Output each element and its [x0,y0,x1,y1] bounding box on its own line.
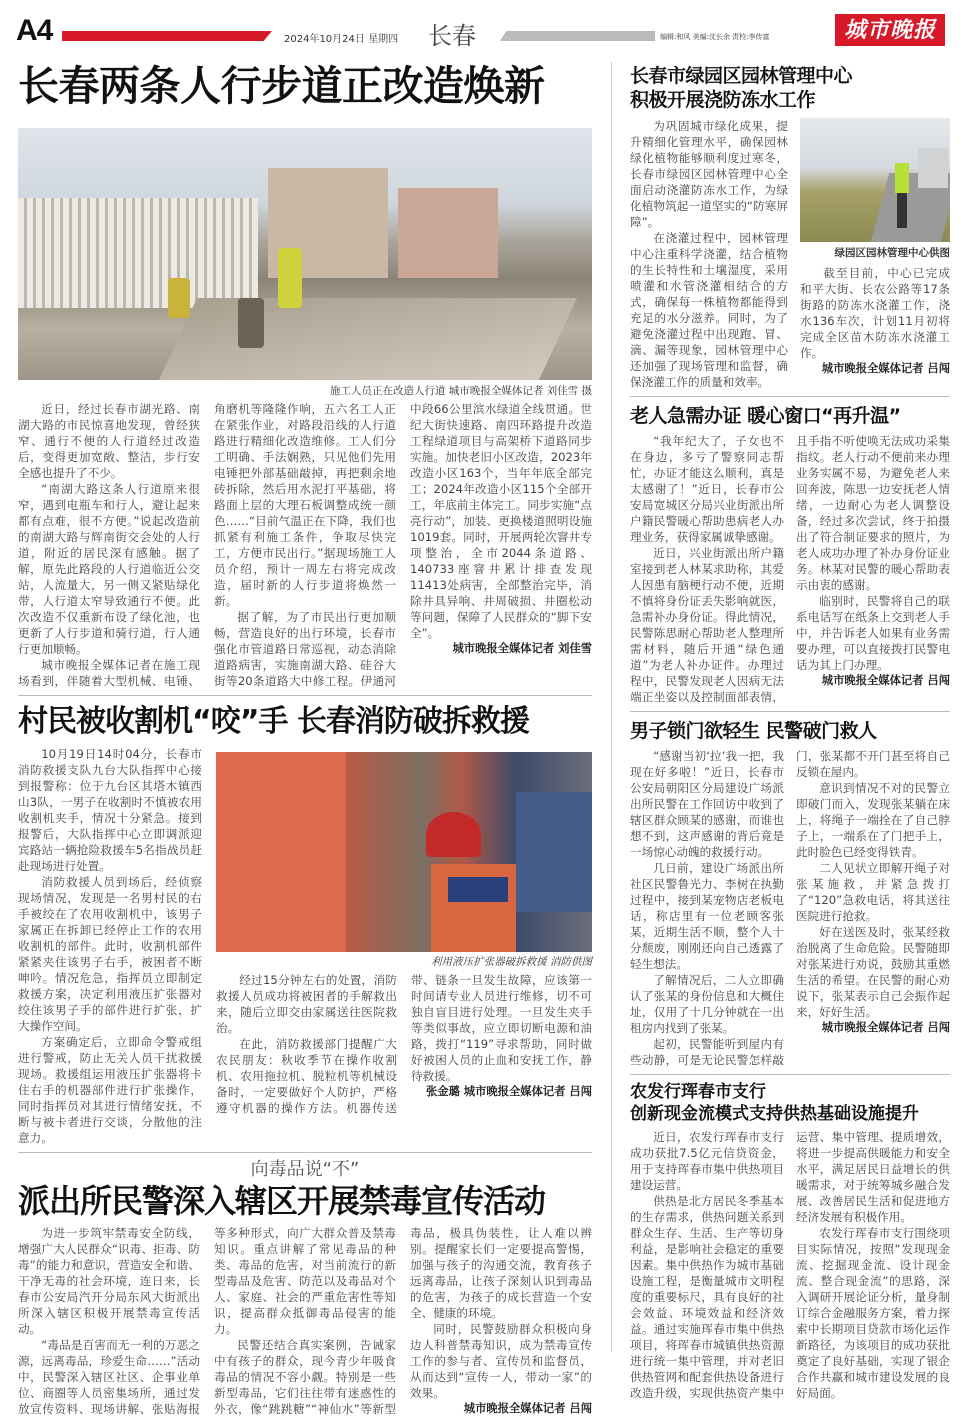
newspaper-logo: 城市晚报 [835,14,945,46]
article6-paragraph: 民警还结合真实案例，告诫家中有孩子的群众，现今青少年吸食毒品的情况不容小觑。特别是一些新型毒品，它们往往带有迷惑性的外衣，像“跳跳糖”“神仙水”等新型毒品，极具伪装性，让人难以辨别。提醒家长们一定要提高警惕，加强与孩子的沟通交流，教育孩子远离毒品，让孩子深刻认识到毒品的危害，为孩子的成长营造一个安全、健康的环境。 [214,1226,592,1416]
article3-paragraph: 临别时，民警将自己的联系电话写在纸条上交到老人手中，并告诉老人如果有业务需要办理，可以直接拨打民警电话为其上门办理。 [796,594,950,672]
article7-headline-line2: 创新现金流模式支持供热基础设施提升 [630,1104,919,1124]
article2-body-col2 [800,265,950,377]
article4-paragraph: 10月19日14时04分，长春市消防救援支队九台大队指挥中心接到报警称：位于九台区其塔木镇西山3队，一男子在收割时不慎被农用收割机夹手，情况十分紧急。接到报警后，大队指挥中心立即调派迎宾路站一辆抢险救援车5名指战员赶赴现场进行处置。 [18,747,202,873]
left-area [18,58,592,1417]
article7-paragraph: 供热是北方居民冬季基本的生存需求，供热问题关系到群众生存、生活、生产等切身利益，是影响社会稳定的重要因素。集中供热作为城市基础设施工程，是衡量城市文明程度的重要标尺，具有良好的社会效益、环境效益和经济效益。通过实施珲春市集中供热项目，将珲春市城镇供热资源进行统一集中管理，并对老旧供热管网和配套供热设备进行改造升级，实现供热资产集中运营、集中管理、提质增效，将进一步提高供暖能力和安全水平，满足居民日益增长的供暖需求，对于统筹城乡融合发展、改善居民生活和促进地方经济发展有积极作用。 [630,1130,950,1400]
article3-paragraph: 近日，兴业街派出所户籍室接到老人林某求助称，其爱人因患有脑梗行动不便，近期不慎将身份证丢失影响就医，急需补办身份证。得此情况，民警陈思耐心帮助老人整理所需材料，随后开通“绿色通道”为老人补办证件。办理过程中，民警发现老人因病无法端正坐姿以及控制面部表情，且手指不听使唤无法成功采集指纹。老人行动不便前来办理业务实属不易，为避免老人来回奔波，陈思一边安抚老人情绪，一边耐心为老人调整设备，经过多次尝试，终于拍摄出了符合制证要求的照片，为老人成功办理了补办身份证业务。林某对民警的暖心帮助表示由衷的感谢。 [630,434,950,704]
article2-paragraph: 在浇灌过程中，园林管理中心注重科学浇灌，结合植物的生长特性和土壤湿度，采用喷灌和水管浇灌相结合的方式，确保每一株植物都能得到充足的水分滋养。同时，为了避免浇灌过程中出现跑、冒、滴、漏等现象，园林管理中心还加强了现场管理和监督，确保浇灌工作的质量和效率。 [630,231,788,389]
article3-paragraph: “我年纪大了，子女也不在身边，多亏了警察同志帮忙，办证才能这么顺利，真是太感谢了！”近日，长春市公安局宽城区分局兴业街派出所户籍民警暖心帮助患病老人办理业务，获得家属诚挚感谢。 [630,434,784,544]
article5-paragraph: 了解情况后，二人立即确认了张某的身份信息和大概住址，仅用了十几分钟就在一出租房内找到了张某。 [630,973,784,1035]
masthead-gray-bar [500,31,655,41]
article1-paragraph: 近日，经过长春市湖光路、南湖大路的市民惊喜地发现，曾经狭窄、通行不便的人行道经过改造后，变得更加宽敞、整洁，步行安全感也提升了不少。 [18,402,200,480]
article2-photo-watering-worker[interactable] [800,118,950,242]
article1-paragraph: 城市晚报全媒体记者在施工现场看到，伴随着大型机械、电锤、角磨机等隆隆作响，五六名工人正在紧张作业，对路段沿线的人行道路进行精细化改造维修。工人们分工明确、手法娴熟，只见他们先用电锤把外部基础敲掉，再把剩余地砖拆除，然后用水泥打平基础，将路面上层的大理石板调整成统一颜色……“目前气温正在下降，我们也抓紧有利施工条件，争取尽快完工，方便市民出行。”据现场施工人员介绍，预计一周左右将完成改造，届时新的人行步道将焕然一新。 [18,402,396,688]
article5-headline: 男子锁门欲轻生 民警破门救人 [630,720,877,742]
article6-paragraph: 为进一步筑牢禁毒安全防线，增强广大人民群众“识毒、拒毒、防毒”的能力和意识，营造安全和谐、干净无毒的社会环境，连日来，长春市公安局汽开分局东风大街派出所深入辖区积极开展禁毒宣传活动。 [18,1226,200,1336]
article6-byline: 城市晚报全媒体记者 吕闯 [463,1402,592,1415]
divider [630,711,950,712]
divider [18,695,592,696]
article2-headline-line2: 积极开展浇防冻水工作 [630,89,816,111]
article4-photo-firefighters-rescue[interactable] [216,752,592,952]
divider [630,396,950,397]
article3-headline: 老人急需办证 暖心窗口“再升温” [630,405,901,427]
article4-headline: 村民被收割机“咬”手 长春消防破拆救援 [18,704,529,739]
article4-layout [18,746,592,1146]
article2-byline: 城市晚报全媒体记者 吕闯 [821,362,950,375]
article5-paragraph: 起初，民警能听到屋内有些动静，可是无论民警怎样敲门，张某都不开门甚至将自己反锁在屋内。 [630,749,950,1067]
article1-body [18,401,592,689]
article2-layout [630,118,950,390]
article4-paragraph: 消防救援人员到场后，经侦察现场情况，发现是一名男村民的右手被绞在了农用收割机中，该男子家属正在拆卸已经停止工作的农用收割机的部件。此时，收割机部件紧紧夹住该男子右手，被困者不断呻吟。情况危急，指挥员立即制定救援方案，决定利用液压扩张器对绞住该男子手的部件进行扩张，扩大操作空间。 [18,875,202,1033]
article2-paragraph: 截至目前，中心已完成和平大街、长农公路等17条街路的防冻水浇灌工作，浇水136车次，计划11月初将完成全区苗木防冻水浇灌工作。 [800,266,950,360]
article1-paragraph: 据了解，为了市民出行更加顺畅，营造良好的出行环境，长春市强化市管道路日常巡视，动态消除道路病害，实施南湖大路、硅谷大街等20条道路大中修工程。伊通河中段66公里滨水绿道全线贯通。世纪大街快速路、南四环路提升改造工程绿道项目与高架桥下道路同步实施。加快老旧小区改造，2023年改造小区163个，当年年底全部完工；2024年改造小区115个全部开工，年底前主体完工。同步实施“点亮行动”，加装、更换楼道照明设施1019套。同时，开展两轮次窨井专项整治，全市2044条道路、140733座窨井累计排查发现11413处病害，全部整治完毕，消除井具异响、井周破损、井圈松动等问题，保障了人民群众的“脚下安全”。 [214,402,592,688]
article4-right [216,746,592,1146]
article4-photo-caption: 利用液压扩张器破拆救援 消防供图 [431,956,592,968]
article4-paragraph: 方案确定后，立即命令警戒组进行警戒，防止无关人员干扰救援现场。救援组运用液压扩张器将卡住右手的机器部件进行扩张操作，同时指挥员对其进行情绪安抚，不断与被卡者进行交谈，分散他的注意力。 [18,1035,202,1145]
article5-paragraph: 意识到情况不对的民警立即破门而入，发现张某躺在床上，将绳子一端拴在了自己脖子上，一端系在了门把手上，此时脸色已经变得铁青。 [796,781,950,859]
article1-headline: 长春两条人行步道正改造焕新 [18,62,545,110]
article3-body [630,433,950,705]
editor-credits: 编辑:和风 美编:沈长余 责校:李传富 [660,33,770,41]
right-column [630,64,950,1401]
article7-paragraph: 近日，农发行珲春市支行成功获批7.5亿元信贷资金，用于支持珲春市集中供热项目建设运营。 [630,1130,784,1192]
article7-paragraph: 农发行珲春市支行围绕项目实际情况，按照“发现现金流、挖掘现金流、设计现金流、整合现金流”的思路，深入调研开展论证分析，量身制订综合金融服务方案，着力探索中长期项目贷款市场化运作新路径，为该项目的成功获批奠定了良好基础，实现了银企合作共赢和城市建设发展的良好局面。 [796,1226,950,1400]
article2-body-col1 [630,118,788,390]
article5-paragraph: “感谢当初‘拉’我一把，我现在好多啦！”近日，长春市公安局朝阳区分局建设广场派出所民警在工作回访中收到了辖区群众顾某的感谢，而谁也想不到，这声感谢的背后竟是一场惊心动魄的救援行动。 [630,749,784,859]
article1-photo-sidewalk-construction[interactable] [18,128,592,380]
article4-byline: 张金璐 城市晚报全媒体记者 吕闯 [425,1085,592,1098]
divider [630,1074,950,1075]
article2-col2 [800,118,950,390]
article5-byline: 城市晚报全媒体记者 吕闯 [821,1021,950,1034]
article5-paragraph: 几日前，建设广场派出所社区民警鲁光力、李树在执勤过程中，接到某宠物店老板电话，称店里有一位老顾客张某，近期生活不顺，整个人十分颓废，刚刚还向自己透露了轻生想法。 [630,861,784,971]
article4-paragraph: 经过15分钟左右的处置，消防救援人员成功将被困者的手解救出来，随后立即交由家属送往医院救治。 [216,973,397,1035]
article7-body [630,1129,950,1401]
article6-body [18,1225,592,1417]
article1-byline: 城市晚报全媒体记者 刘佳雪 [452,642,592,655]
section-name: 长春 [428,22,476,50]
article5-paragraph: 好在送医及时，张某经救治脱离了生命危险。民警随即对张某进行劝说，鼓励其重燃生活的希望。在民警的耐心劝说下，张某表示自己会振作起来，好好生活。 [796,925,950,1019]
article2-headline-line1: 长春市绿园区园林管理中心 [630,65,853,87]
article6-paragraph: 同时，民警鼓励群众积极向身边人科普禁毒知识，成为禁毒宣传工作的参与者、宣传员和监督员，从而达到“宣传一人，带动一家”的效果。 [410,1322,592,1400]
article2-paragraph: 为巩固城市绿化成果，提升精细化管理水平，确保园林绿化植物能够顺利度过寒冬，长春市绿园区园林管理中心全面启动浇灌防冻水工作，为绿化植物筑起一道坚实的“防寒屏障”。 [630,119,788,229]
page-number: A4 [16,14,53,47]
article4-body-cols23 [216,972,592,1116]
article2-photo-caption: 绿园区园林管理中心供图 [834,247,950,259]
article5-paragraph: 二人见状立即解开绳子对张某施救，并紧急拨打了“120”急救电话，将其送往医院进行抢救。 [796,861,950,923]
article5-body [630,748,950,1068]
article4-body-col1 [18,746,202,1146]
column-divider [611,62,612,1352]
article3-byline: 城市晚报全媒体记者 吕闯 [821,674,950,687]
article7-headline-line1: 农发行珲春市支行 [630,1082,766,1102]
issue-date: 2024年10月24日 星期四 [284,34,399,45]
article6-headline: 派出所民警深入辖区开展禁毒宣传活动 [18,1182,546,1220]
article6-kicker: 向毒品说“不” [250,1159,360,1180]
article4-paragraph: 在此，消防救援部门提醒广大农民朋友：秋收季节在操作收割机、农用拖拉机、脱粒机等机械设备时，一定要做好个人防护，严格遵守机器的操作方法。机器传送带、链条一旦发生故障，应该第一时间请专业人员进行维修，切不可独自盲目进行处理。一旦发生夹手等类似事故，应立即切断电源和油路，拨打“119”寻求帮助，同时做好被困人员的止血和安抚工作，静待救援。 [216,973,592,1115]
article6-paragraph: “毒品是百害而无一利的万恶之源，远离毒品，珍爱生命……”活动中，民警深入辖区社区、企事业单位、商圈等人员密集场所，通过发放宣传资料、现场讲解、张贴海报等多种形式，向广大群众普及禁毒知识。重点讲解了常见毒品的种类、毒品的危害，对当前流行的新型毒品及危害、防范以及毒品对个人、家庭、社会的严重危害性等知识，提高群众抵御毒品侵害的能力。 [18,1226,396,1416]
masthead-red-bar [62,31,272,41]
divider [18,1152,592,1153]
article1-paragraph: “南湖大路这条人行道原来很窄，遇到电瓶车和行人，避让起来都有点难，很不方便。”说起改造前的南湖大路与辉南街交会处的人行道，附近的居民深有感触。据了解，原先此路段的人行道临近公交站，人流量大，另一侧又紧贴绿化带，人行道太窄导致通行不便。此次改造不仅重新布设了绿化池，也更新了人行步道和骑行道，行人通行更加顺畅。 [18,482,200,656]
article1-photo-caption: 施工人员正在改造人行道 城市晚报全媒体记者 刘佳雪 摄 [329,385,592,397]
